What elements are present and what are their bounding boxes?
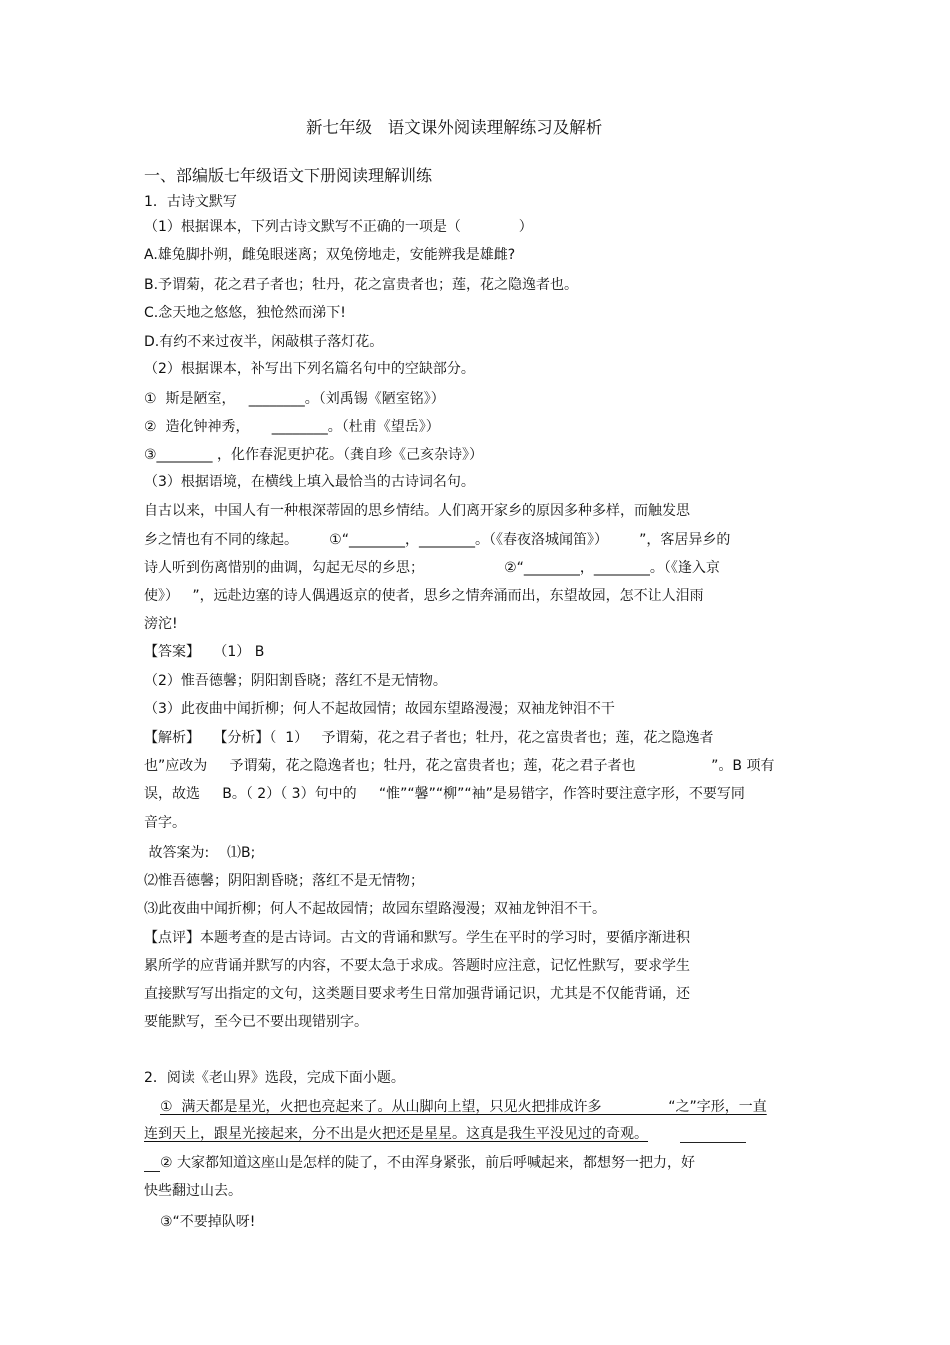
q1-part3-text: 乡之情也有不同的缘起。 ①“________，________。（《春夜洛城闻笛》） ”，客居异乡的 <box>144 532 731 548</box>
q1-option-d: D.有约不来过夜半，闲敲棋子落灯花。 <box>144 334 384 350</box>
q1-part3-prompt: （3）根据语境，在横线上填入最恰当的古诗词名句。 <box>144 474 475 490</box>
q1-blank-3: ③________ ，化作春泥更护花。（龚自珍《己亥杂诗》） <box>144 447 483 463</box>
q1-analysis: 也”应改为 予谓菊，花之隐逸者也；牡丹，花之富贵者也；莲，花之君子者也 ”。B 项有 <box>144 758 775 774</box>
q1-part3-text: 滂沱! <box>144 616 178 632</box>
question-1-label: 1．古诗文默写 <box>144 194 237 210</box>
q2-paragraph-2: ② 大家都知道这座山是怎样的陡了，不由浑身紧张，前后呼喊起来，都想努一把力，好 <box>160 1155 695 1171</box>
q1-option-a: A.雄兔脚扑朔，雌兔眼迷离；双兔傍地走，安能辨我是雄雌? <box>144 247 516 263</box>
q1-comment: 要能默写，至今已不要出现错别字。 <box>144 1014 368 1030</box>
q2-paragraph-1: 连到天上，跟星光接起来，分不出是火把还是星星。这真是我生平没见过的奇观。 <box>144 1126 648 1142</box>
q1-analysis: 音字。 <box>144 815 186 831</box>
section-heading: 一、部编版七年级语文下册阅读理解训练 <box>144 166 433 185</box>
q2-paragraph-1: ① 满天都是星光，火把也亮起来了。从山脚向上望，只见火把排成许多 “之”字形，一直 <box>160 1099 767 1115</box>
q1-final-answer: 故答案为: ⑴B; <box>144 845 256 861</box>
q1-final-answer: ⑵惟吾德馨；阴阳割昏晓；落红不是无情物； <box>144 873 424 889</box>
page-title: 新七年级 语文课外阅读理解练习及解析 <box>306 118 603 137</box>
q1-part3-text: 使》） ”，远赴边塞的诗人偶遇返京的使者，思乡之情奔涌而出，东望故园，怎不让人泪雨 <box>144 588 704 604</box>
underline-rule <box>144 1171 160 1172</box>
q1-part2-prompt: （2）根据课本，补写出下列名篇名句中的空缺部分。 <box>144 361 475 377</box>
q1-answer: 【答案】 （1） B <box>144 644 265 660</box>
q1-analysis: 【解析】 【分析】（ 1） 予谓菊，花之君子者也；牡丹，花之富贵者也；莲，花之隐逸者 <box>144 730 714 746</box>
underline-rule <box>680 1142 746 1143</box>
q1-blank-2: ② 造化钟神秀， ________。（杜甫《望岳》） <box>144 419 440 435</box>
q1-part1-prompt: （1）根据课本，下列古诗文默写不正确的一项是（ ） <box>144 219 533 235</box>
q1-comment: 【点评】本题考查的是古诗词。古文的背诵和默写。学生在平时的学习时，要循序渐进积 <box>144 930 690 946</box>
question-2-label: 2．阅读《老山界》选段，完成下面小题。 <box>144 1070 405 1086</box>
q1-answer: （2）惟吾德馨；阴阳割昏晓；落红不是无情物。 <box>144 673 447 689</box>
q1-blank-1: ① 斯是陋室， ________。（刘禹锡《陋室铭》） <box>144 391 445 407</box>
q2-paragraph-2: 快些翻过山去。 <box>144 1183 242 1199</box>
q1-answer: （3）此夜曲中闻折柳；何人不起故园情；故园东望路漫漫；双袖龙钟泪不干 <box>144 701 615 717</box>
q1-comment: 累所学的应背诵并默写的内容，不要太急于求成。答题时应注意，记忆性默写，要求学生 <box>144 958 690 974</box>
q1-part3-text: 自古以来，中国人有一种根深蒂固的思乡情结。人们离开家乡的原因多种多样，而触发思 <box>144 503 690 519</box>
q1-option-c: C.念天地之悠悠，独怆然而涕下! <box>144 305 346 321</box>
q1-option-b: B.予谓菊，花之君子者也；牡丹，花之富贵者也；莲，花之隐逸者也。 <box>144 277 579 293</box>
q1-comment: 直接默写写出指定的文句，这类题目要求考生日常加强背诵记识，尤其是不仅能背诵，还 <box>144 986 690 1002</box>
q1-part3-text: 诗人听到伤离惜别的曲调，勾起无尽的乡思； ②“________，________。（《逢入京 <box>144 560 720 576</box>
q1-analysis: 误，故选 B。（ 2）（ 3）句中的 “惟”“馨”“柳”“袖”是易错字，作答时要注意字形，不要写同 <box>144 786 745 802</box>
q1-final-answer: ⑶此夜曲中闻折柳；何人不起故园情；故园东望路漫漫；双袖龙钟泪不干。 <box>144 901 606 917</box>
q2-paragraph-3: ③“不要掉队呀! <box>160 1214 256 1230</box>
